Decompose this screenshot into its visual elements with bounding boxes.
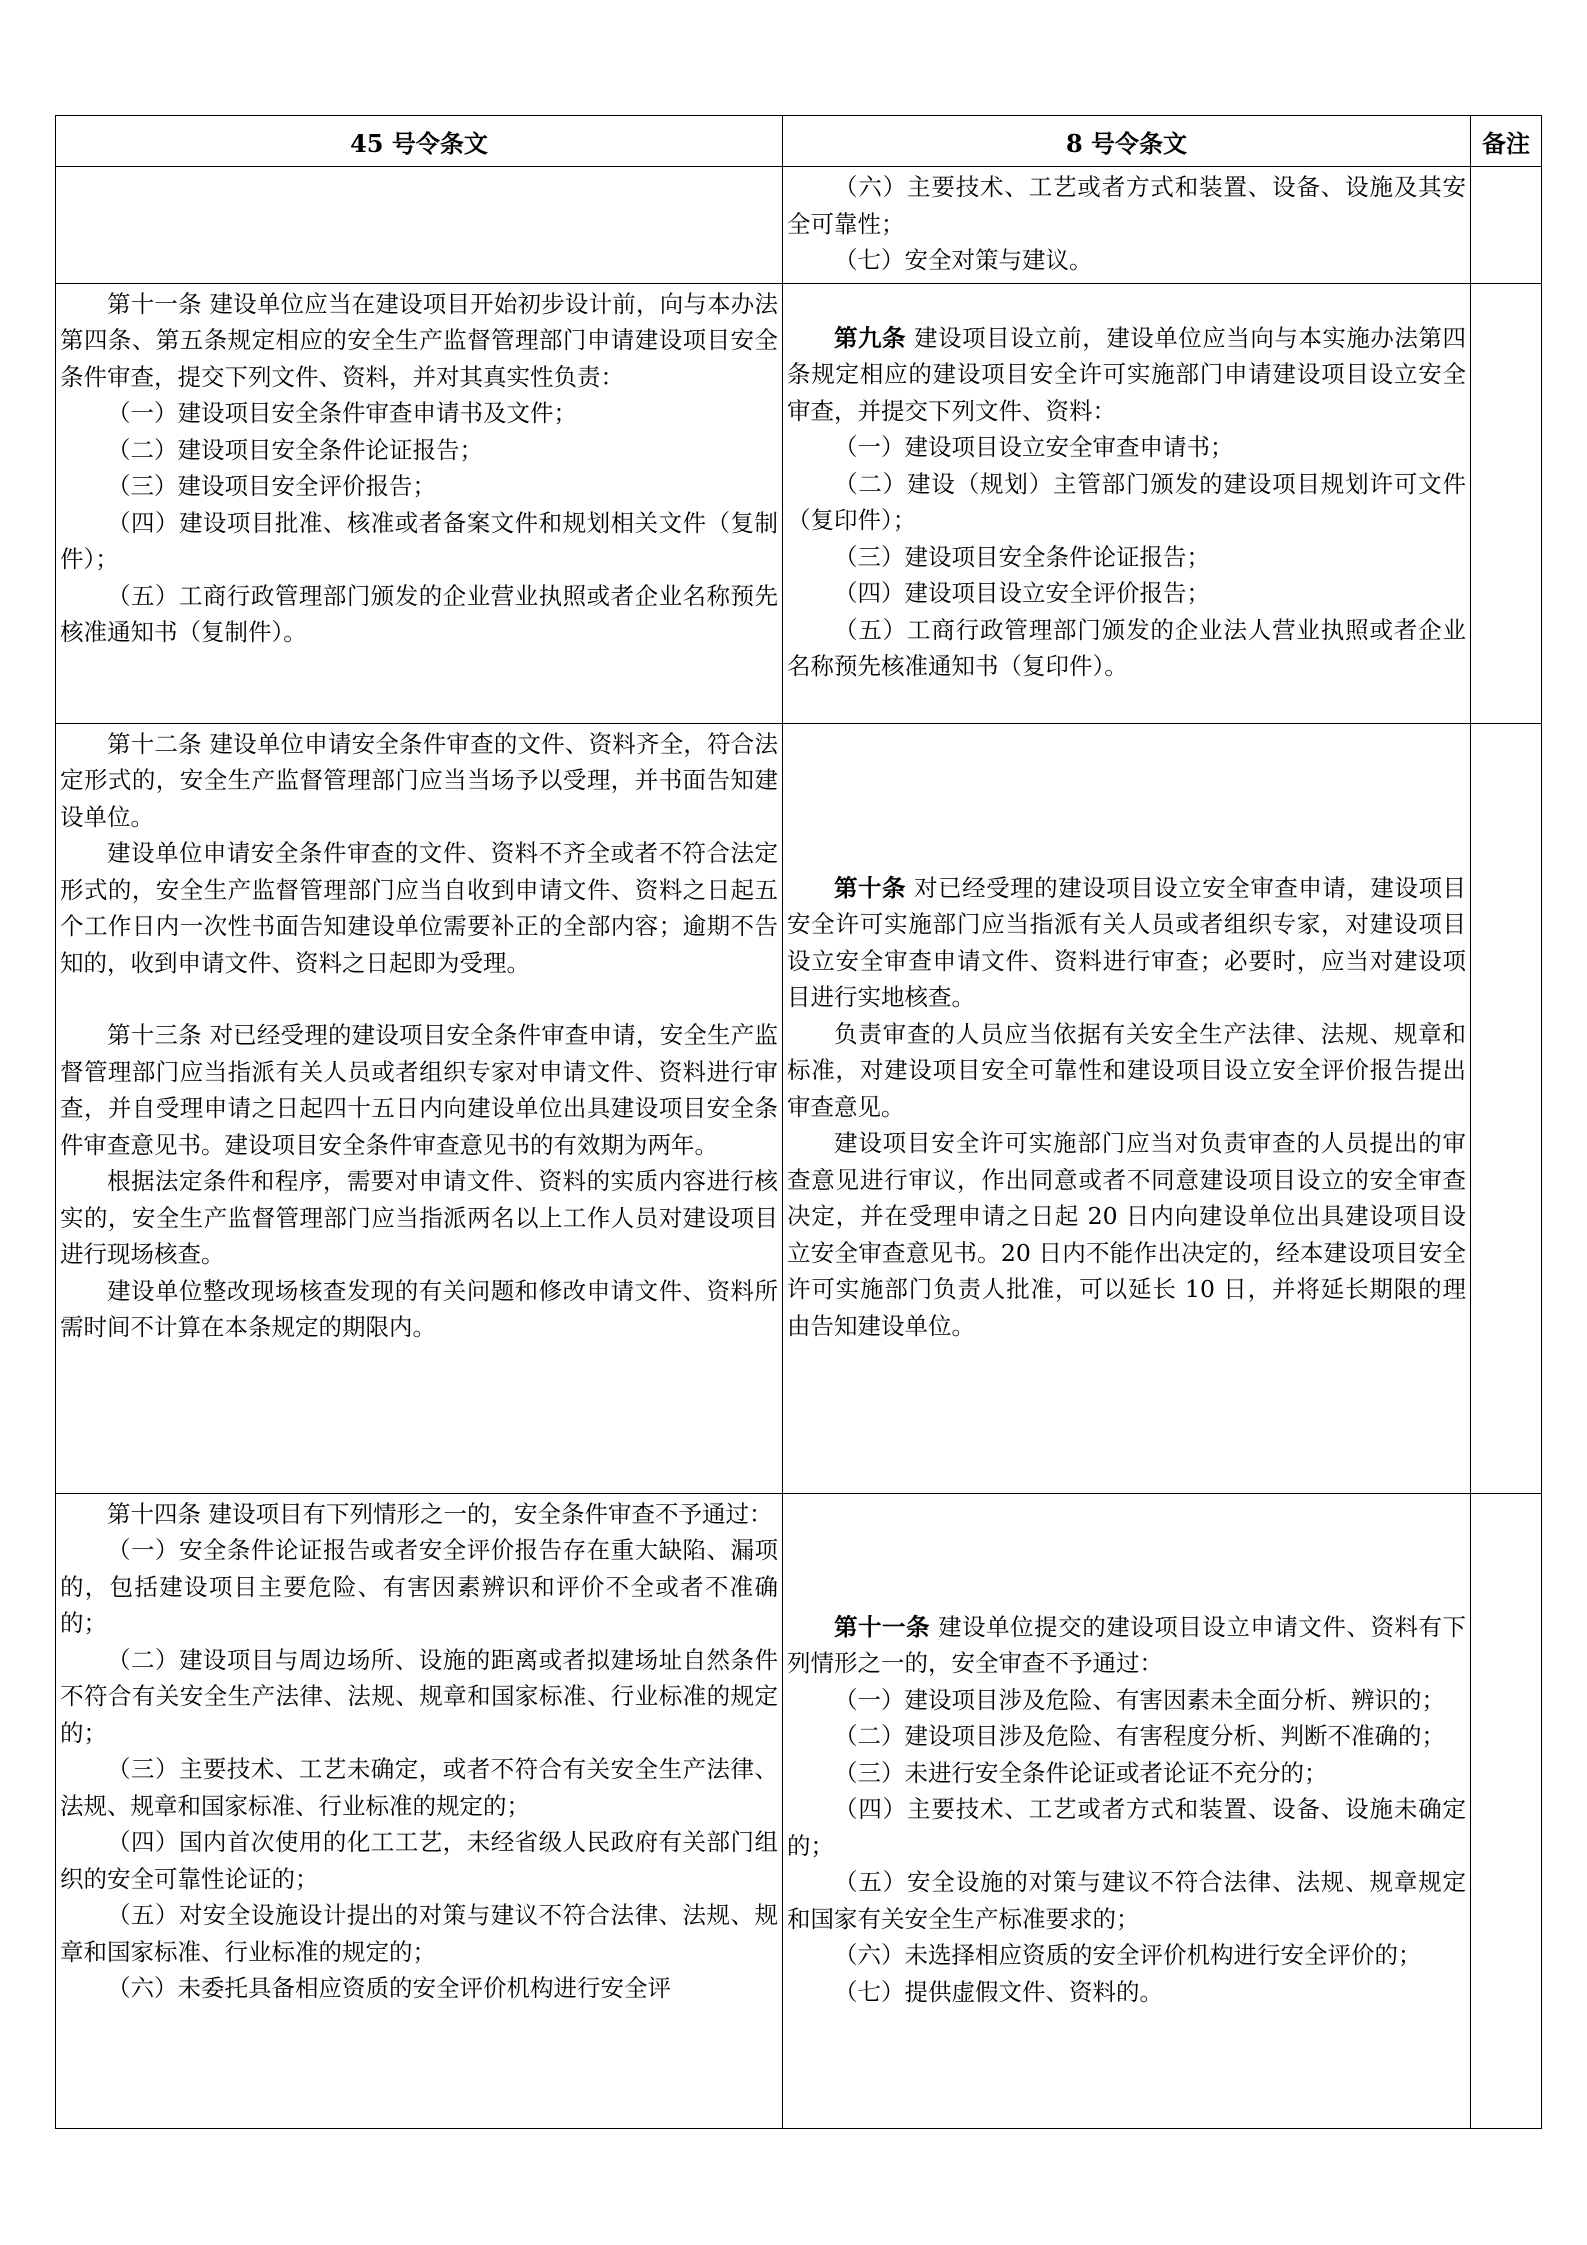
paragraph-text: （三）未进行安全条件论证或者论证不充分的；: [834, 1758, 1328, 1787]
header-order-45: 45 号令条文: [56, 116, 783, 167]
paragraph-text: 第十一条 建设单位应当在建设项目开始初步设计前，向与本办法第四条、第五条规定相应的安全生产监督管理部门申请建设项目安全条件审查，提交下列文件、资料，并对其真实性负责：: [60, 289, 778, 391]
remarks-cell: [1471, 283, 1542, 723]
paragraph-text: （四）国内首次使用的化工工艺，未经省级人民政府有关部门组织的安全可靠性论证的；: [60, 1828, 778, 1893]
order-8-cell: [783, 1493, 1471, 2128]
article-paragraph: [60, 286, 778, 396]
paragraph-text: 建设单位提交的建设项目设立申请文件、资料有下列情形之一的，安全审查不予通过：: [787, 1612, 1466, 1678]
paragraph-text: （七）安全对策与建议。: [834, 246, 1093, 274]
paragraph-text: （五）安全设施的对策与建议不符合法律、法规、规章规定和国家有关安全生产标准要求的；: [787, 1868, 1466, 1933]
article-paragraph: [60, 395, 778, 432]
article-paragraph: [60, 1163, 778, 1273]
order-8-cell: [783, 723, 1471, 1493]
order-45-cell: [56, 723, 783, 1493]
paragraph-text: （三）主要技术、工艺未确定，或者不符合有关安全生产法律、法规、规章和国家标准、行业标准的规定的；: [60, 1755, 778, 1820]
order-45-cell: [56, 283, 783, 723]
paragraph-text: （六）未选择相应资质的安全评价机构进行安全评价的；: [834, 1941, 1422, 1970]
remarks-cell: [1471, 723, 1542, 1493]
paragraph-text: （五）工商行政管理部门颁发的企业营业执照或者企业名称预先核准通知书（复制件）。: [60, 581, 778, 646]
article-paragraph: [787, 870, 1466, 1016]
paragraph-text: （七）提供虚假文件、资料的。: [834, 1977, 1163, 2006]
paragraph-text: （二）建设项目与周边场所、设施的距离或者拟建场址自然条件不符合有关安全生产法律、法规、规章和国家标准、行业标准的规定的；: [60, 1645, 778, 1747]
article-paragraph: [60, 468, 778, 505]
paragraph-text: （一）建设项目设立安全审查申请书；: [834, 433, 1234, 461]
paragraph-text: 第十三条 对已经受理的建设项目安全条件审查申请，安全生产监督管理部门应当指派有关人员或者组织专家对申请文件、资料进行审查，并自受理申请之日起四十五日内向建设单位出具建设项目安全条件审查意见书。建设项目安全条件审查意见书的有效期为两年。: [60, 1021, 778, 1159]
paragraph-text: 建设项目设立前，建设单位应当向与本实施办法第四条规定相应的建设项目安全许可实施部门申请建设项目设立安全审查，并提交下列文件、资料：: [787, 323, 1466, 425]
paragraph-text: （一）建设项目安全条件审查申请书及文件；: [107, 399, 577, 427]
article-paragraph: [787, 575, 1466, 612]
article-paragraph: [60, 505, 778, 578]
article-paragraph: [787, 429, 1466, 466]
article-paragraph: [60, 1642, 778, 1752]
paragraph-text: （二）建设项目涉及危险、有害程度分析、判断不准确的；: [834, 1722, 1445, 1751]
article-paragraph: [60, 835, 778, 981]
article-paragraph: [60, 1496, 778, 1533]
table-row: [56, 167, 1542, 284]
article-paragraph: [60, 1897, 778, 1970]
paragraph-text: （四）建设项目批准、核准或者备案文件和规划相关文件（复制件）；: [60, 508, 778, 573]
article-paragraph: [787, 466, 1466, 539]
article-paragraph: [60, 1751, 778, 1824]
order-8-cell: [783, 167, 1471, 284]
article-number: 第十条: [834, 873, 907, 902]
remarks-cell: [1471, 1493, 1542, 2128]
article-paragraph: [787, 1974, 1466, 2011]
order-45-cell: [56, 167, 783, 284]
article-number: 第九条: [834, 323, 907, 352]
paragraph-text: 第十四条 建设项目有下列情形之一的，安全条件审查不予通过：: [107, 1499, 773, 1528]
paragraph-text: （二）建设（规划）主管部门颁发的建设项目规划许可文件（复印件）；: [787, 469, 1466, 534]
header-order-8: 8 号令条文: [783, 116, 1471, 167]
paragraph-text: 第十二条 建设单位申请安全条件审查的文件、资料齐全，符合法定形式的，安全生产监督管理部门应当当场予以受理，并书面告知建设单位。: [60, 729, 778, 831]
header-remarks: 备注: [1471, 116, 1542, 167]
paragraph-text: （六）未委托具备相应资质的安全评价机构进行安全评: [107, 1974, 671, 2002]
article-paragraph: [787, 539, 1466, 576]
paragraph-text: 负责审查的人员应当依据有关安全生产法律、法规、规章和标准，对建设项目安全可靠性和建设项目设立安全评价报告提出审查意见。: [787, 1019, 1466, 1121]
order-45-cell: [56, 1493, 783, 2128]
paragraph-text: （五）工商行政管理部门颁发的企业法人营业执照或者企业名称预先核准通知书（复印件）。: [787, 615, 1466, 680]
table-header-row: [56, 116, 1542, 167]
paragraph-text: （二）建设项目安全条件论证报告；: [107, 435, 483, 464]
paragraph-text: （三）建设项目安全评价报告；: [107, 472, 436, 500]
paragraph-text: 建设项目安全许可实施部门应当对负责审查的人员提出的审查意见进行审议，作出同意或者不同意建设项目设立的安全审查决定，并在受理申请之日起 20 日内向建设单位出具建设项目设立安全审查意见书。20 日内不能作出决定的，经本建设项目安全许可实施部门负责人批准，可以延长 10 日，并将延长期限的理由告知建设单位。: [787, 1129, 1466, 1340]
paragraph-text: （六）主要技术、工艺或者方式和装置、设备、设施及其安全可靠性；: [787, 173, 1466, 238]
order-8-cell: [783, 283, 1471, 723]
table-row: [56, 1493, 1542, 2128]
article-paragraph: [787, 1755, 1466, 1792]
article-paragraph: [787, 320, 1466, 430]
article-paragraph: [60, 726, 778, 836]
article-paragraph: [60, 432, 778, 469]
paragraph-text: 建设单位申请安全条件审查的文件、资料不齐全或者不符合法定形式的，安全生产监督管理部门应当自收到申请文件、资料之日起五个工作日内一次性书面告知建设单位需要补正的全部内容；逾期不告知的，收到申请文件、资料之日起即为受理。: [60, 839, 778, 977]
article-paragraph: [787, 1125, 1466, 1344]
remarks-cell: [1471, 167, 1542, 284]
paragraph-text: （五）对安全设施设计提出的对策与建议不符合法律、法规、规章和国家标准、行业标准的规定的；: [60, 1901, 778, 1966]
table-row: [56, 283, 1542, 723]
article-paragraph: [787, 1791, 1466, 1864]
article-paragraph: [60, 1970, 778, 2007]
article-paragraph: [60, 1824, 778, 1897]
article-number: 第十一条: [834, 1612, 931, 1641]
paragraph-spacer: [60, 981, 778, 1017]
document-page: [55, 115, 1541, 2129]
article-paragraph: [60, 1273, 778, 1346]
table-row: [56, 723, 1542, 1493]
article-paragraph: [787, 1718, 1466, 1755]
article-paragraph: [787, 612, 1466, 685]
paragraph-text: （四）建设项目设立安全评价报告；: [834, 579, 1210, 607]
paragraph-text: （四）主要技术、工艺或者方式和装置、设备、设施未确定的；: [787, 1795, 1466, 1860]
article-paragraph: [60, 578, 778, 651]
article-paragraph: [787, 1682, 1466, 1719]
article-paragraph: [60, 1532, 778, 1642]
paragraph-text: 对已经受理的建设项目设立安全审查申请，建设项目安全许可实施部门应当指派有关人员或者组织专家，对建设项目设立安全审查申请文件、资料进行审查；必要时，应当对建设项目进行实地核查。: [787, 873, 1466, 1012]
article-paragraph: [787, 1609, 1466, 1682]
article-paragraph: [787, 1937, 1466, 1974]
paragraph-text: （三）建设项目安全条件论证报告；: [834, 542, 1210, 571]
comparison-table: [55, 115, 1542, 2129]
article-paragraph: [60, 1017, 778, 1163]
paragraph-text: 建设单位整改现场核查发现的有关问题和修改申请文件、资料所需时间不计算在本条规定的期限内。: [60, 1276, 778, 1341]
paragraph-text: 根据法定条件和程序，需要对申请文件、资料的实质内容进行核实的，安全生产监督管理部门应当指派两名以上工作人员对建设项目进行现场核查。: [60, 1167, 778, 1268]
paragraph-text: （一）安全条件论证报告或者安全评价报告存在重大缺陷、漏项的，包括建设项目主要危险、有害因素辨识和评价不全或者不准确的；: [60, 1536, 778, 1637]
article-paragraph: [787, 242, 1466, 279]
paragraph-text: （一）建设项目涉及危险、有害因素未全面分析、辨识的；: [834, 1685, 1445, 1714]
article-paragraph: [787, 1864, 1466, 1937]
article-paragraph: [787, 169, 1466, 242]
article-paragraph: [787, 1016, 1466, 1126]
